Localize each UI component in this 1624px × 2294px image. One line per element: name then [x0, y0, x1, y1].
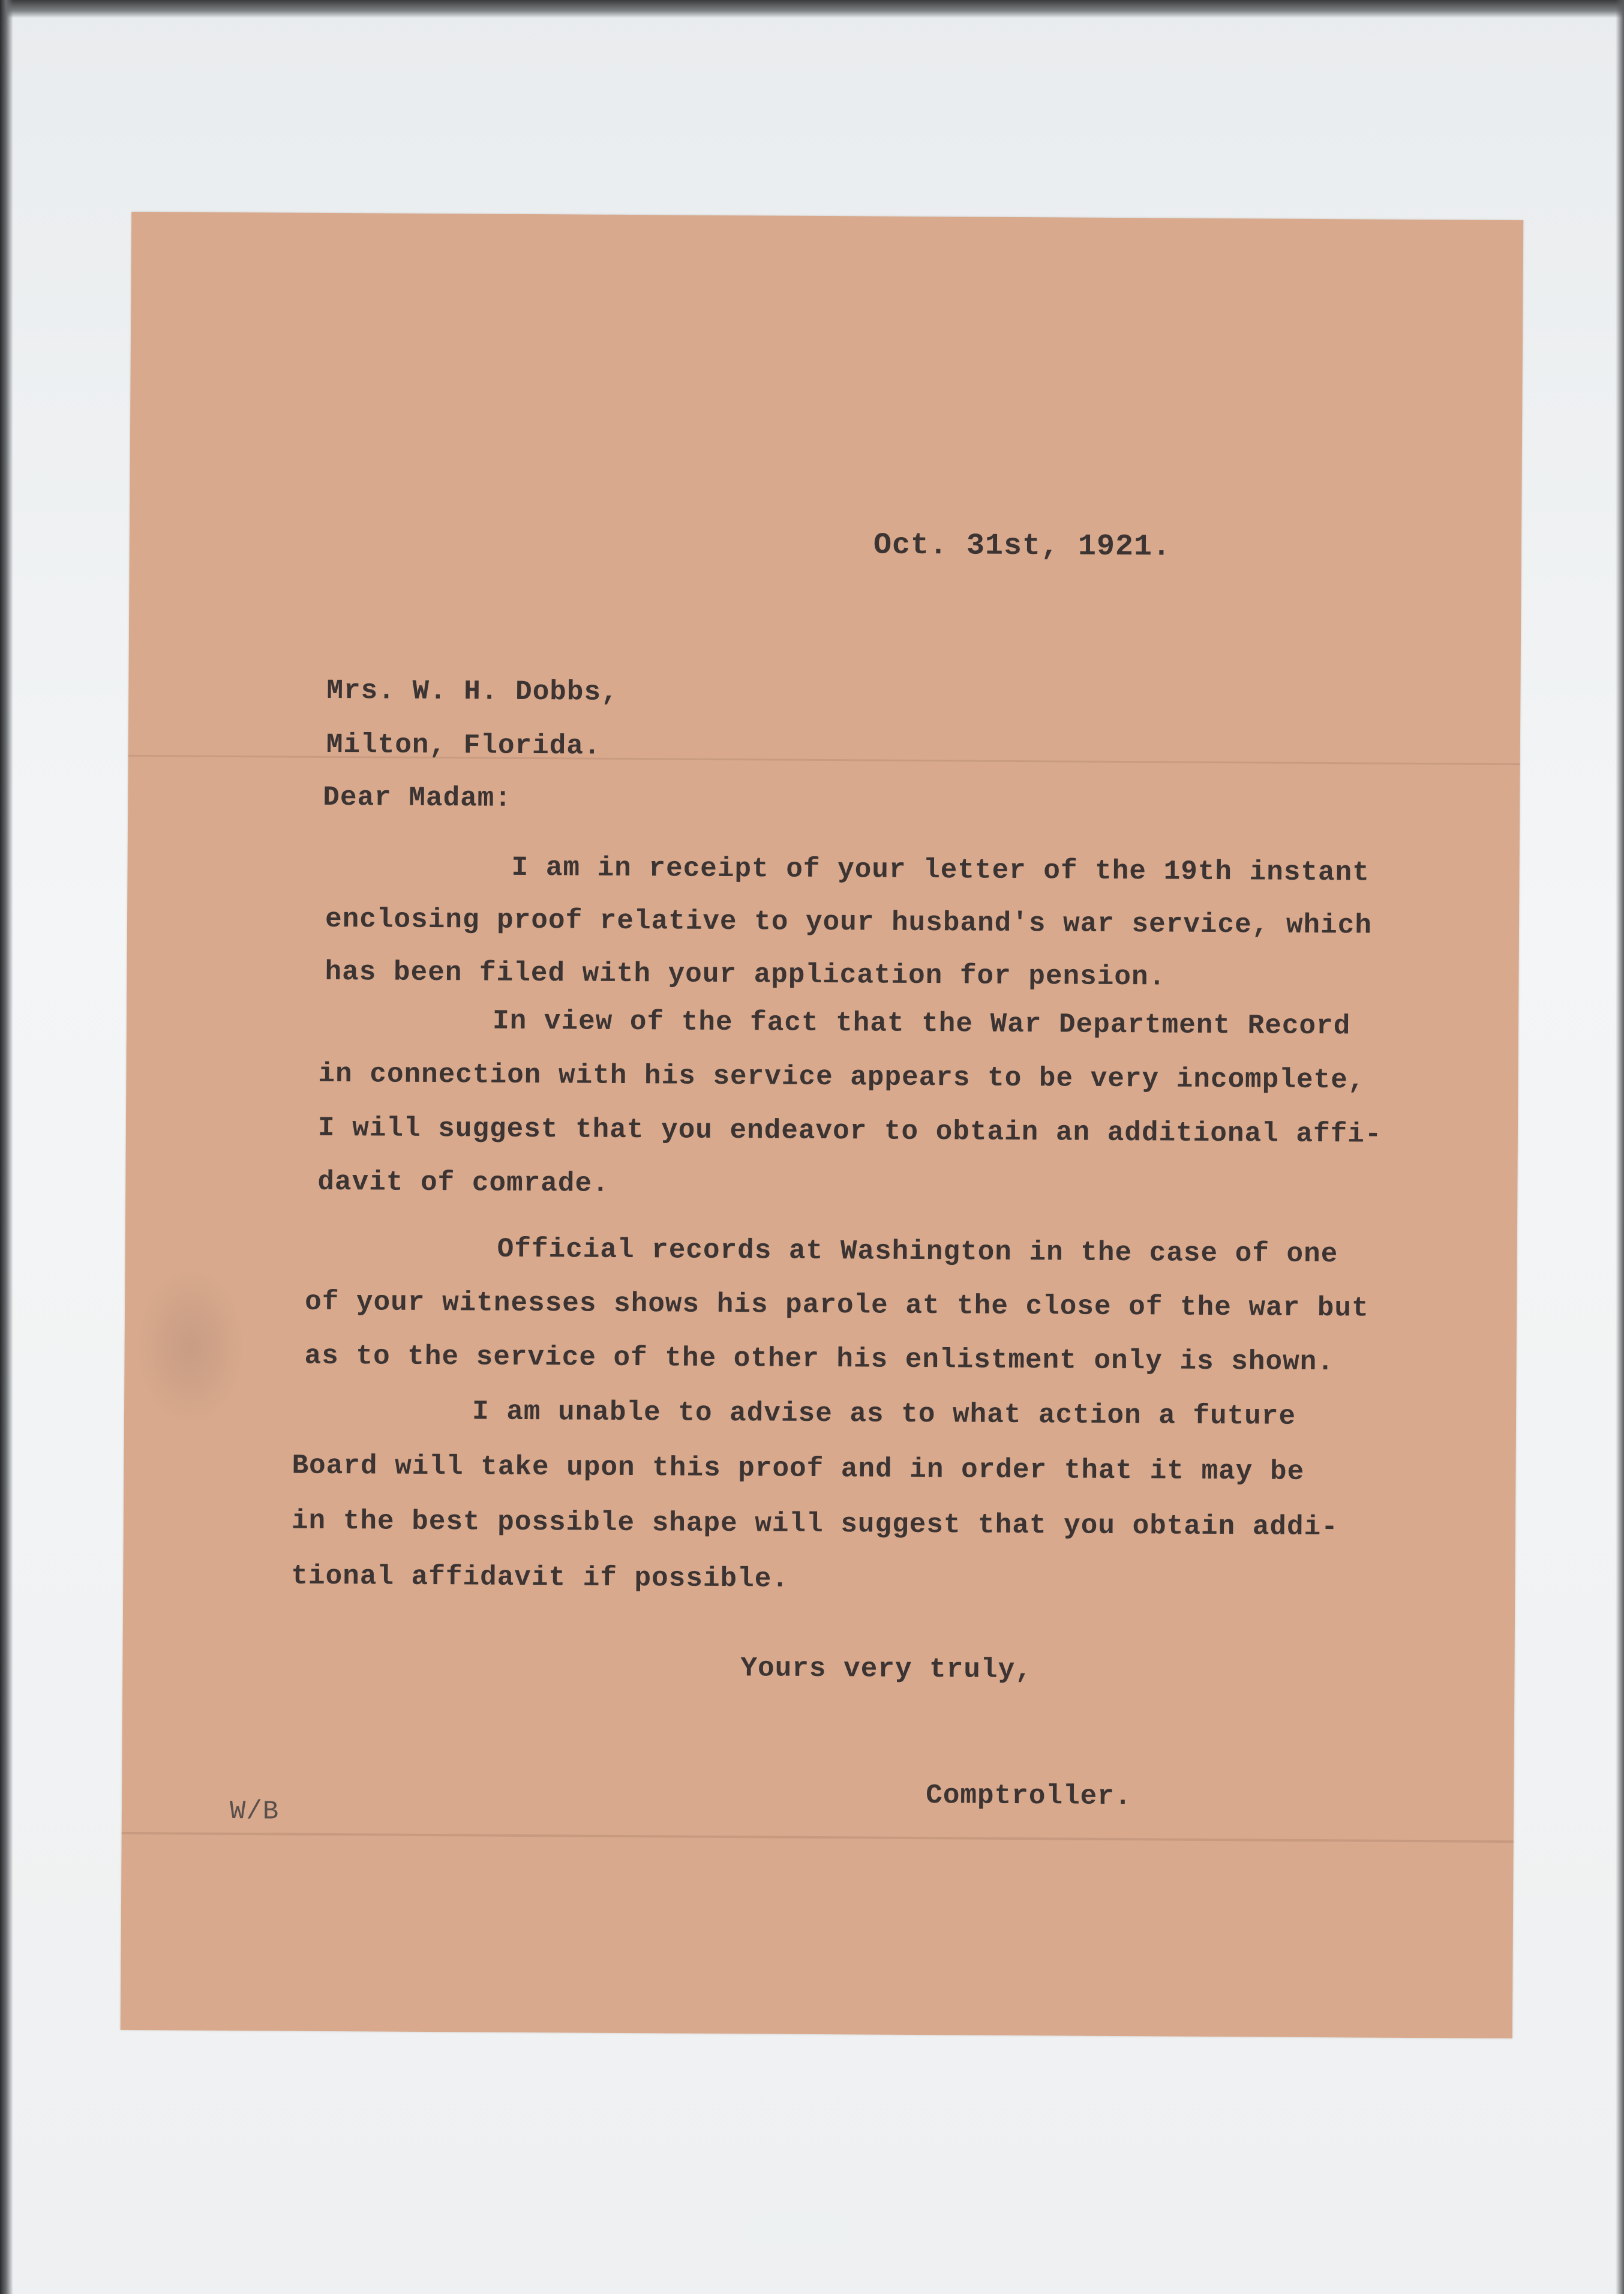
complimentary-close: Yours very truly,: [740, 1653, 1032, 1686]
paragraph-3: [304, 1221, 1369, 1390]
paragraph-line: tional affidavit if possible.: [291, 1560, 790, 1595]
paragraph-line: davit of comrade.: [317, 1166, 610, 1200]
typist-initials: W/B: [229, 1796, 280, 1827]
paragraph-4: [291, 1383, 1339, 1611]
paragraph-line: of your witnesses shows his parole at the close of the war but: [305, 1286, 1369, 1324]
letter-body: [121, 212, 1523, 2038]
paragraph-line: I will suggest that you endeavor to obtain an additional affi-: [317, 1112, 1382, 1150]
letter-paper: [121, 212, 1523, 2038]
paragraph-1: [325, 840, 1372, 1005]
recipient-place: Milton, Florida.: [326, 728, 601, 762]
paragraph-line: in the best possible shape will suggest that you obtain addi-: [291, 1505, 1338, 1543]
paragraph-line: in connection with his service appears to be very incomplete,: [318, 1058, 1365, 1096]
letter-date: Oct. 31st, 1921.: [873, 528, 1172, 565]
paragraph-line: I am unable to advise as to what action a future: [472, 1396, 1296, 1432]
paragraph-line: enclosing proof relative to your husband's war service, which: [325, 903, 1373, 941]
paragraph-2: [317, 993, 1383, 1216]
recipient-name: Mrs. W. H. Dobbs,: [326, 674, 619, 708]
scan-edge-top: [0, 0, 1624, 18]
paragraph-line: In view of the fact that the War Department Record: [492, 1005, 1351, 1042]
signature-title: Comptroller.: [926, 1780, 1132, 1813]
paragraph-line: Official records at Washington in the case of one: [497, 1233, 1338, 1270]
paragraph-line: as to the service of the other his enlistment only is shown.: [304, 1340, 1335, 1378]
scan-edge-left: [0, 0, 13, 2294]
salutation: Dear Madam:: [323, 781, 512, 814]
paragraph-line: has been filed with your application for pension.: [325, 956, 1166, 993]
paper-tear: [743, 2211, 851, 2244]
paragraph-line: Board will take upon this proof and in order that it may be: [292, 1450, 1305, 1488]
paragraph-line: I am in receipt of your letter of the 19th instant: [511, 851, 1370, 889]
scan-edge-right: [1616, 0, 1624, 2294]
